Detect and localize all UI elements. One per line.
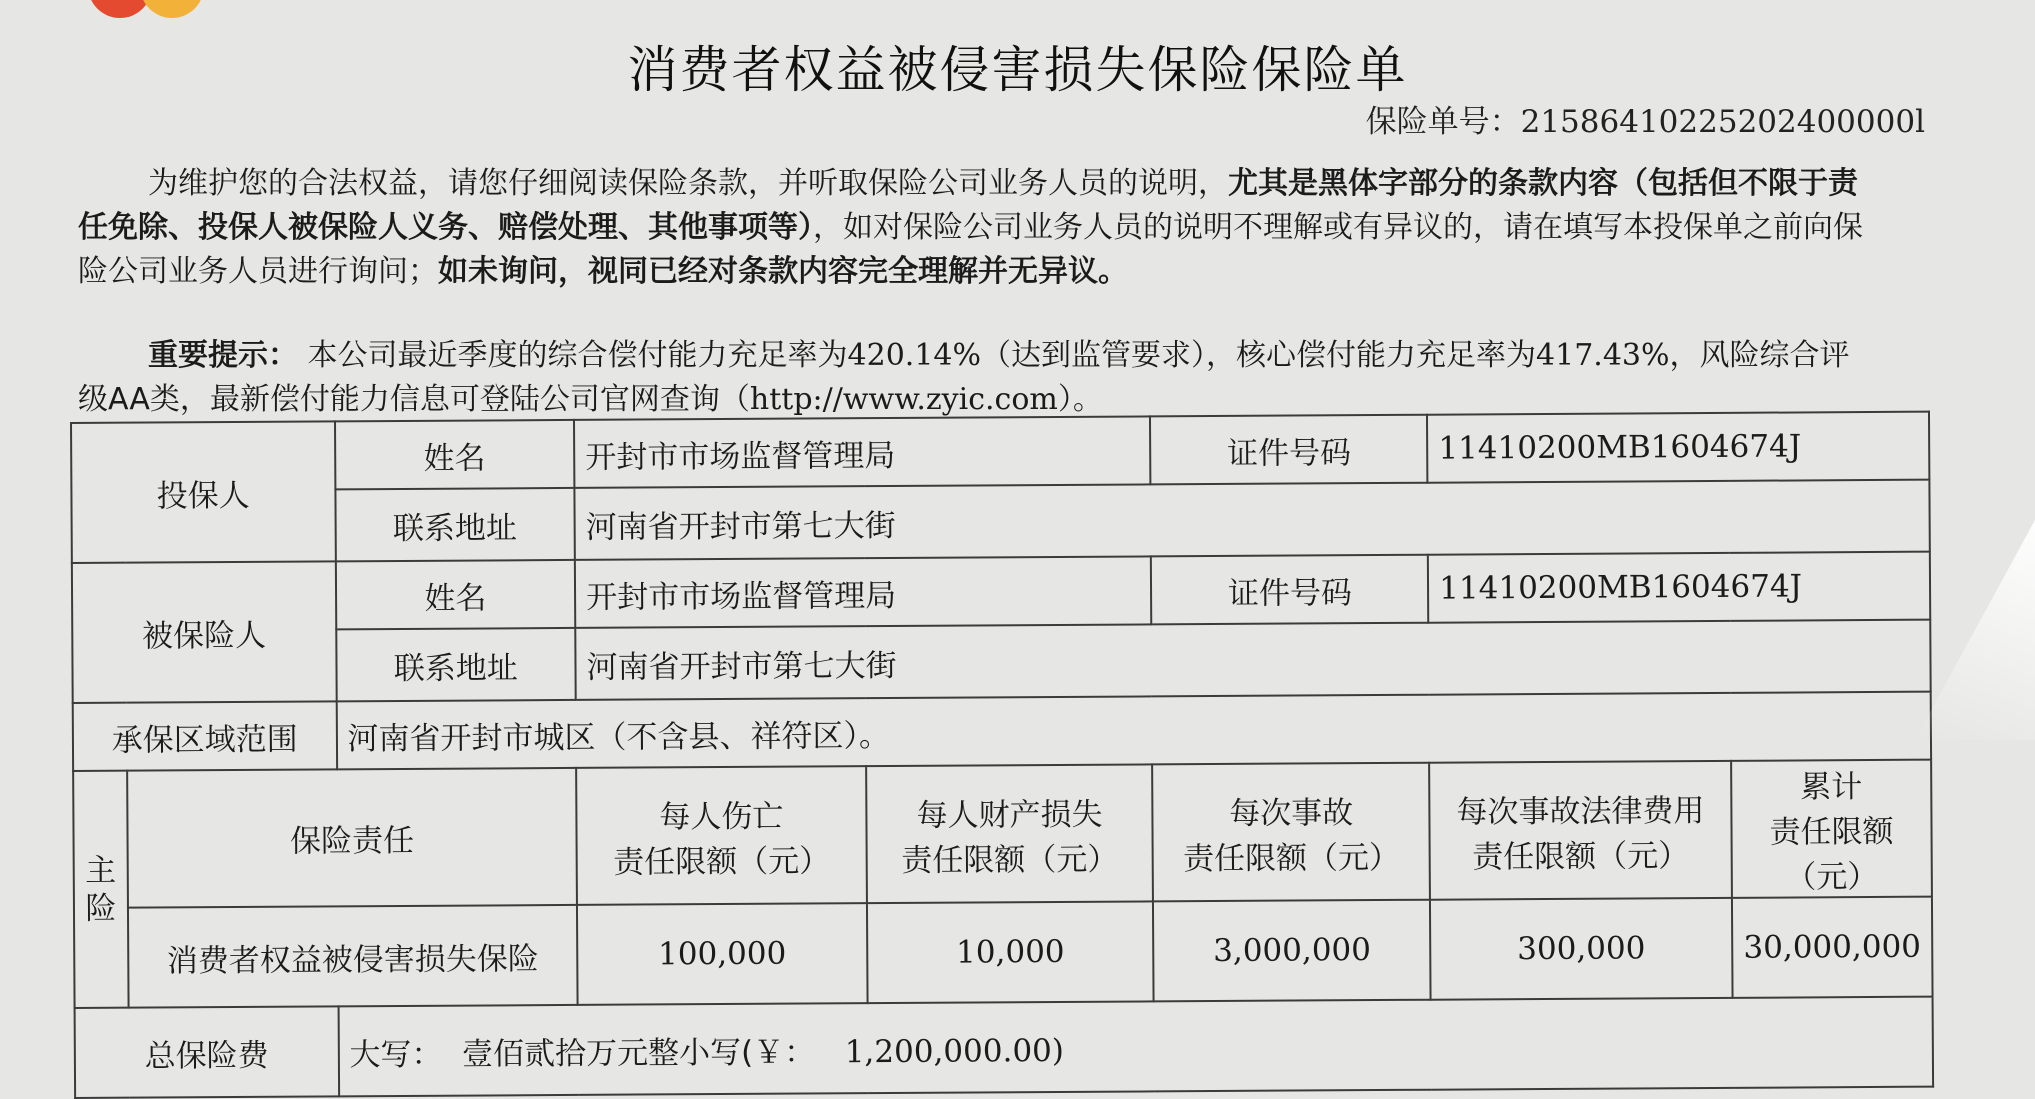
main-coverage-side-label [73, 771, 128, 1008]
per-person-injury-header [576, 766, 867, 905]
important-notice [78, 334, 1878, 422]
document-title: 消费者权益被侵害损失保险保险单 [627, 41, 1408, 99]
notice-text: ）。 [1057, 382, 1103, 417]
header-line: 责任限额（元） [1472, 837, 1690, 875]
side-label-char: 险 [85, 890, 117, 927]
per-accident-limit: 3,000,000 [1153, 900, 1430, 1002]
main-coverage-header-row [73, 760, 1932, 908]
header-line: 责任限额（元） [1182, 839, 1401, 877]
header-line: 累计 [1800, 769, 1863, 806]
per-person-injury-limit: 100,000 [577, 903, 867, 1005]
coverage-area-label: 承保区域范围 [73, 701, 337, 771]
notice-text: （达到监管要求），核心偿付能力充足率为 [981, 338, 1537, 373]
notice-bold-text: 如未询问，视同已经对条款内容完全理解并无异议。 [438, 254, 1128, 289]
premium-uppercase-label: 大写： [349, 1036, 443, 1073]
total-premium-value [338, 997, 1933, 1097]
header-line: 责任限额（元） [613, 842, 831, 881]
per-person-property-header [866, 764, 1153, 903]
policy-number-label: 保险单号： [1365, 104, 1521, 140]
applicant-id-value: 11410200MB1604674J [1427, 412, 1929, 483]
applicant-address-row [71, 480, 1929, 563]
notice-text: 为维护您的合法权益，请您仔细阅读保险条款，并听取保险公司业务人员的说明， [148, 166, 1228, 201]
applicant-name-value: 开封市市场监督管理局 [574, 416, 1151, 488]
notice-bold-text: 尤其是黑体字部分的条款内容（包括但不限于责任免除、投保人被保险人义务、赔偿处理、其他事项等） [78, 166, 1858, 245]
header-line: 每人财产损失 [916, 796, 1103, 834]
legal-fee-header [1429, 761, 1732, 900]
policy-number-value: 21586410225202400000l [1520, 104, 1925, 140]
premium-uppercase-value: 壹佰贰拾万元整 [461, 1034, 680, 1073]
insured-section-label: 被保险人 [72, 561, 336, 703]
insured-name-label: 姓名 [335, 560, 575, 629]
cumulative-header [1731, 760, 1932, 898]
insured-address-row [72, 620, 1930, 703]
insured-name-row [72, 552, 1930, 631]
policy-number [1366, 96, 1925, 141]
coverage-area-value: 河南省开封市城区（不含县、祥符区）。 [336, 692, 1931, 770]
cumulative-limit: 30,000,000 [1732, 897, 1933, 998]
header-line: 每次事故 [1229, 794, 1354, 832]
per-accident-header [1153, 763, 1431, 902]
legal-fee-limit: 300,000 [1430, 898, 1732, 1000]
applicant-address-label: 联系地址 [335, 488, 575, 561]
coverage-area-row [73, 692, 1931, 771]
policy-table [70, 411, 1934, 1099]
header-line: 每次事故法律费用 [1456, 792, 1705, 831]
applicant-name-row [71, 412, 1929, 491]
notice-paragraph [78, 162, 1878, 294]
premium-lowercase-label: 小写(￥： [678, 1033, 816, 1071]
main-coverage-row [74, 897, 1933, 1008]
total-premium-row [75, 997, 1934, 1098]
applicant-address-value: 河南省开封市第七大街 [575, 480, 1930, 560]
notice-text: ，风险综合评级AA类，最新偿付能力信息可登陆公司官网查询（ [78, 338, 1850, 417]
liability-header: 保险责任 [127, 768, 577, 908]
side-label-char: 主 [85, 852, 117, 889]
premium-lowercase-value: 1,200,000.00) [844, 1032, 1065, 1070]
company-website-link[interactable]: http://www.zyic.com [749, 382, 1058, 417]
header-line: 责任限额（元） [1769, 813, 1894, 896]
notice-text: 本公司最近季度的综合偿付能力充足率为 [307, 338, 848, 373]
core-solvency-ratio: 417.43% [1536, 338, 1670, 373]
liability-name: 消费者权益被侵害损失保险 [128, 905, 578, 1008]
notice-text: ，如对保险公司业务人员的说明不理解或有异议的，请在填写本投保单之前向保险公司业务人员进行询问； [78, 210, 1863, 289]
insured-name-value: 开封市市场监督管理局 [575, 556, 1152, 628]
insurer-logo [88, 0, 208, 18]
header-line: 每人伤亡 [659, 798, 784, 835]
important-notice-label: 重要提示： [148, 338, 298, 373]
header-line: 责任限额（元） [901, 841, 1119, 879]
per-person-property-limit: 10,000 [867, 901, 1154, 1003]
applicant-id-label: 证件号码 [1150, 415, 1427, 485]
insured-id-label: 证件号码 [1151, 555, 1428, 625]
solvency-ratio: 420.14% [847, 338, 982, 373]
applicant-name-label: 姓名 [335, 420, 575, 489]
applicant-section-label: 投保人 [71, 421, 335, 563]
insured-id-value: 11410200MB1604674J [1428, 552, 1930, 623]
insured-address-label: 联系地址 [336, 628, 576, 701]
insured-address-value: 河南省开封市第七大街 [575, 620, 1930, 700]
photo-glare [1915, 520, 2035, 740]
total-premium-label: 总保险费 [75, 1006, 339, 1098]
